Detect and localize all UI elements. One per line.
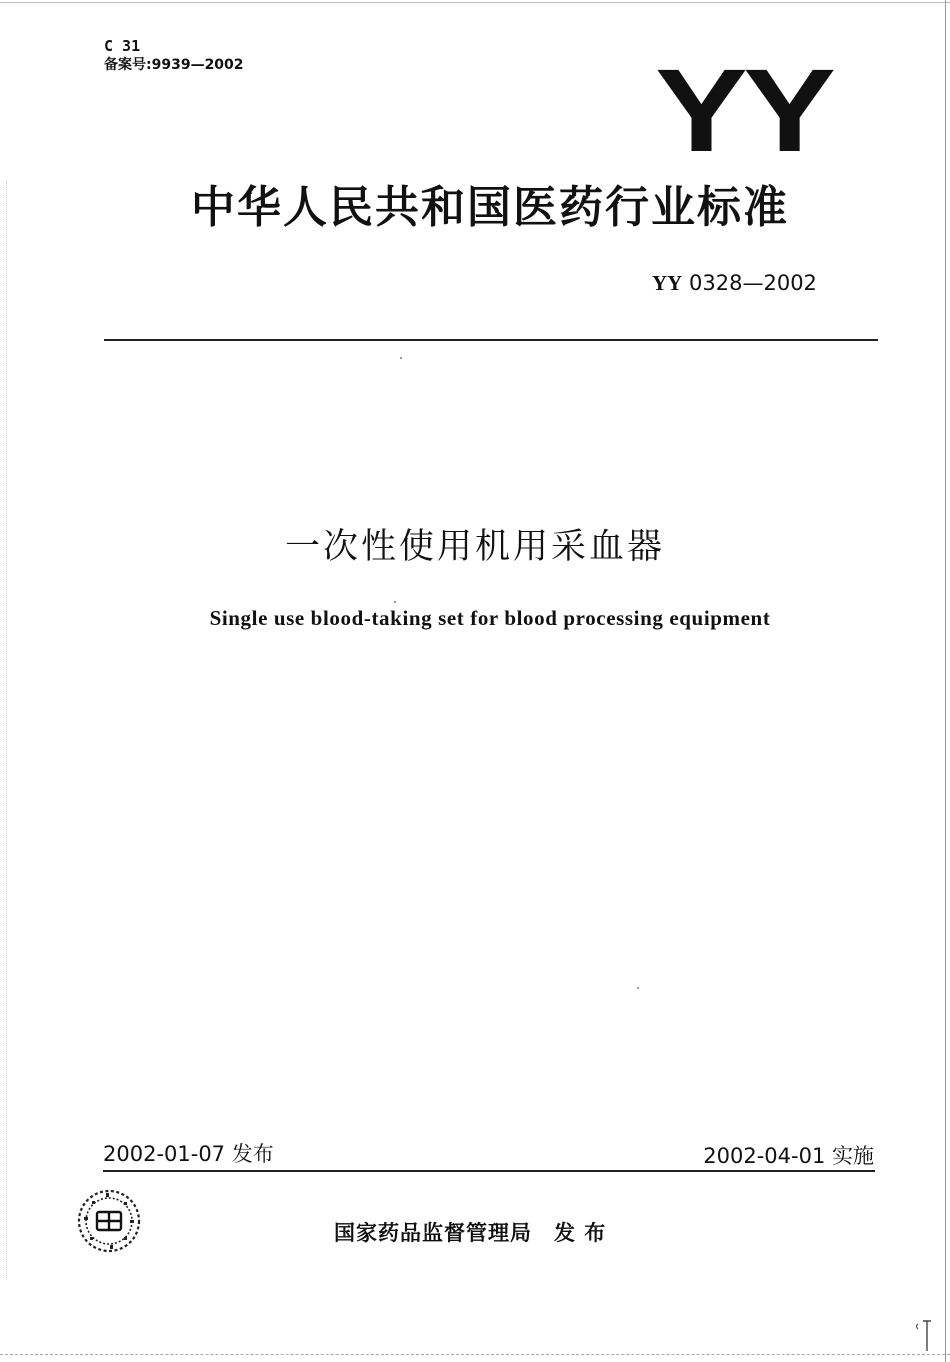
standard-prefix: YY <box>652 271 683 295</box>
document-title-cn: 一次性使用机用采血器 <box>284 527 665 567</box>
corner-scan-mark <box>914 1318 936 1359</box>
yy-logo: YY <box>655 45 832 177</box>
header-divider <box>104 339 878 341</box>
scan-speck <box>394 601 396 603</box>
issue-date: 2002-01-07 发布 <box>103 1142 274 1166</box>
official-seal-icon <box>74 1187 144 1255</box>
publish-label: 发 布 <box>554 1221 607 1245</box>
implementation-date: 2002-04-01 实施 <box>703 1144 874 1168</box>
standard-number <box>652 270 817 296</box>
scan-edge-right <box>945 0 946 1362</box>
classification-code: C 31 <box>104 37 141 55</box>
publisher-name: 国家药品监督管理局 <box>334 1221 532 1245</box>
standard-category-title: 中华人民共和国医药行业标准 <box>191 182 789 233</box>
record-number: 备案号:9939—2002 <box>104 57 244 73</box>
publisher-line <box>334 1219 606 1247</box>
scan-edge-bottom <box>0 1354 950 1355</box>
footer-divider <box>103 1170 875 1172</box>
scan-speck <box>637 987 639 989</box>
scan-edge-top <box>0 2 950 3</box>
scan-speck <box>400 357 402 359</box>
document-title-en: Single use blood-taking set for blood processing equipment <box>209 606 771 630</box>
scan-edge-left <box>6 180 7 1280</box>
standard-number-value: 0328—2002 <box>689 271 817 295</box>
